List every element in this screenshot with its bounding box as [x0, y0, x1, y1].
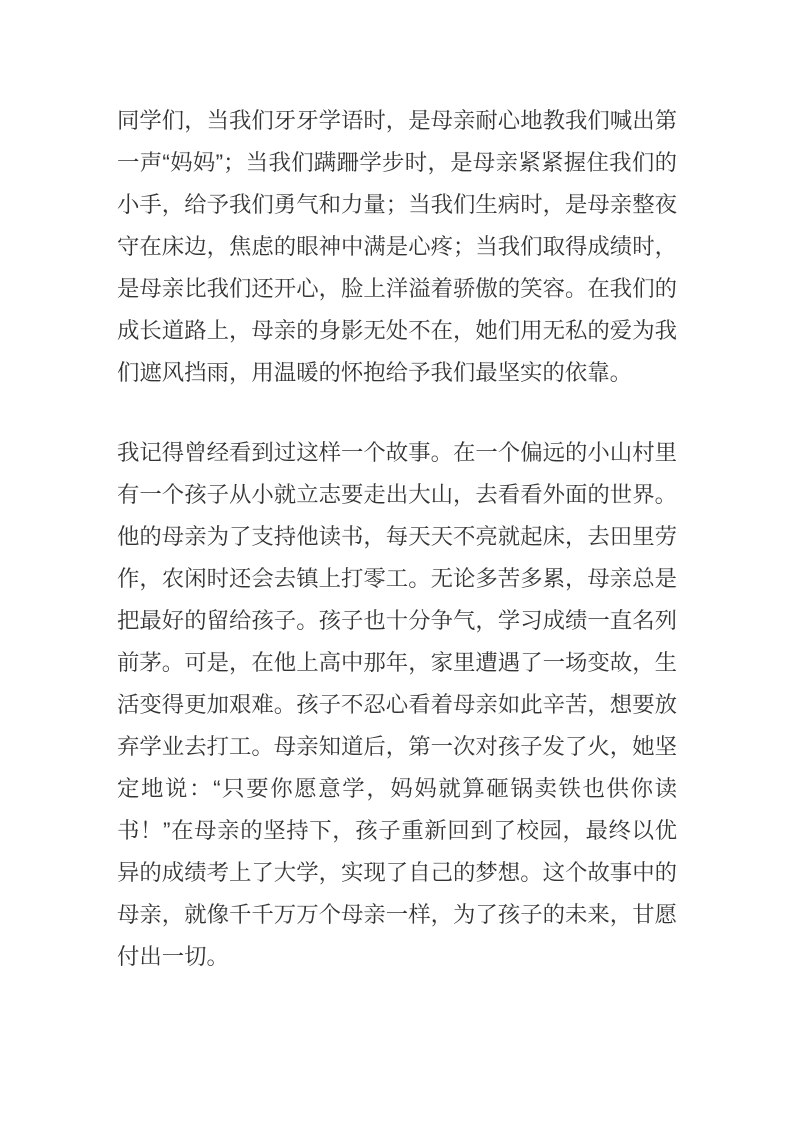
paragraph-mountain-village-story: 我记得曾经看到过这样一个故事。在一个偏远的小山村里有一个孩子从小就立志要走出大山，去看看外面的世界。他的母亲为了支持他读书，每天天不亮就起床，去田里劳作，农闲时还会去镇上打零工。无论多苦多累，母亲总是把最好的留给孩子。孩子也十分争气，学习成绩一直名列前茅。可是，在他上高中那年，家里遭遇了一场变故，生活变得更加艰难。孩子不忍心看着母亲如此辛苦，想要放弃学业去打工。母亲知道后，第一次对孩子发了火，她坚定地说：“只要你愿意学，妈妈就算砸锅卖铁也供你读书！”在母亲的坚持下，孩子重新回到了校园，最终以优异的成绩考上了大学，实现了自己的梦想。这个故事中的母亲，就像千千万万个母亲一样，为了孩子的未来，甘愿付出一切。	[117, 440, 677, 969]
paragraph-mothers-love: 同学们，当我们牙牙学语时，是母亲耐心地教我们喊出第一声“妈妈”；当我们蹒跚学步时，是母亲紧紧握住我们的小手，给予我们勇气和力量；当我们生病时，是母亲整夜守在床边，焦虑的眼神中满是心疼；当我们取得成绩时，是母亲比我们还开心，脸上洋溢着骄傲的笑容。在我们的成长道路上，母亲的身影无处不在，她们用无私的爱为我们遮风挡雨，用温暖的怀抱给予我们最坚实的依靠。	[117, 108, 677, 385]
